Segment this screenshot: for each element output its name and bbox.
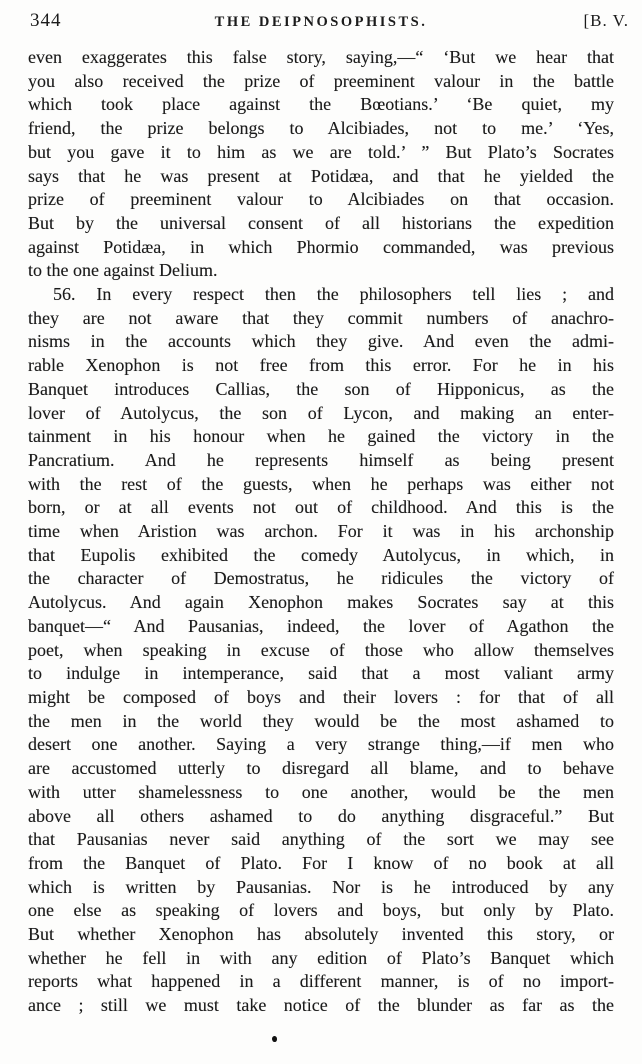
page-number: 344: [30, 10, 62, 31]
text-line: 56. In every respect then the philosophers tell lies ; and: [53, 284, 614, 305]
text-line: even exaggerates this false story, saying,—“ ‘But we hear that: [28, 47, 614, 67]
text-line: which is written by Pausanias. Nor is he introduced by any: [28, 876, 614, 897]
text-line: the men in the world they would be the most ashamed to: [28, 710, 614, 731]
text-line: rable Xenophon is not free from this error. For he in his: [28, 355, 614, 376]
text-line: Autolycus. And again Xenophon makes Socrates say at this: [28, 592, 614, 613]
text-line: with utter shamelessness to one another, would be the men: [28, 781, 614, 802]
ink-spot-artifact: [272, 1036, 277, 1042]
paragraph: [28, 283, 614, 1018]
text-line: whether he fell in with any edition of Plato’s Banquet which: [28, 947, 614, 968]
text-line: banquet—“ And Pausanias, indeed, the lover of Agathon the: [28, 615, 614, 636]
text-line: that Pausanias never said anything of the sort we may see: [28, 829, 614, 850]
text-line: from the Banquet of Plato. For I know of no book at all: [28, 852, 614, 873]
running-title: THE DEIPNOSOPHISTS.: [214, 14, 428, 30]
text-line: says that he was present at Potidæa, and that he yielded the: [28, 165, 614, 186]
text-line: the character of Demostratus, he ridicules the victory of: [28, 568, 614, 589]
paragraph: [28, 46, 614, 283]
text-line: with the rest of the guests, when he perhaps was either not: [28, 473, 614, 494]
text-line: to indulge in intemperance, said that a most valiant army: [28, 663, 614, 684]
text-line: above all others ashamed to do anything disgraceful.” But: [28, 805, 614, 826]
text-line: time when Aristion was archon. For it was in his archonship: [28, 521, 614, 542]
text-line: lover of Autolycus, the son of Lycon, and making an enter-: [28, 402, 614, 423]
text-line: nisms in the accounts which they give. And even the admi-: [28, 331, 614, 352]
book-reference: [B. V.: [583, 11, 629, 30]
text-line: But by the universal consent of all historians the expedition: [28, 212, 614, 233]
text-line: poet, when speaking in excuse of those who allow themselves: [28, 639, 614, 660]
text-line: tainment in his honour when he gained the victory in the: [28, 426, 614, 447]
running-head: [30, 10, 629, 34]
text-line: that Eupolis exhibited the comedy Autolycus, in which, in: [28, 544, 614, 565]
text-line: reports what happened in a different manner, is of no import-: [28, 971, 614, 992]
text-line: might be composed of boys and their lovers : for that of all: [28, 686, 614, 707]
text-line: born, or at all events not out of childhood. And this is the: [28, 497, 614, 518]
text-line: But whether Xenophon has absolutely invented this story, or: [28, 924, 614, 945]
text-line: which took place against the Bœotians.’ ‘Be quiet, my: [28, 94, 614, 115]
text-line: prize of preeminent valour to Alcibiades on that occasion.: [28, 189, 614, 210]
text-line: desert one another. Saying a very strange thing,—if men who: [28, 734, 614, 755]
text-line: one else as speaking of lovers and boys, but only by Plato.: [28, 900, 614, 921]
text-line: are accustomed utterly to disregard all blame, and to behave: [28, 758, 614, 779]
page-text: [28, 46, 614, 1018]
text-line: Pancratium. And he represents himself as being present: [28, 449, 614, 470]
text-line: ance ; still we must take notice of the blunder as far as the: [28, 995, 614, 1016]
text-line: but you gave it to him as we are told.’ ” But Plato’s Socrates: [28, 141, 614, 162]
text-line: they are not aware that they commit numbers of anachro-: [28, 307, 614, 328]
text-line: to the one against Delium.: [28, 260, 218, 281]
text-line: against Potidæa, in which Phormio commanded, was previous: [28, 236, 614, 257]
text-line: Banquet introduces Callias, the son of Hipponicus, as the: [28, 378, 614, 399]
text-line: you also received the prize of preeminent valour in the battle: [28, 70, 614, 91]
text-line: friend, the prize belongs to Alcibiades, not to me.’ ‘Yes,: [28, 118, 614, 139]
